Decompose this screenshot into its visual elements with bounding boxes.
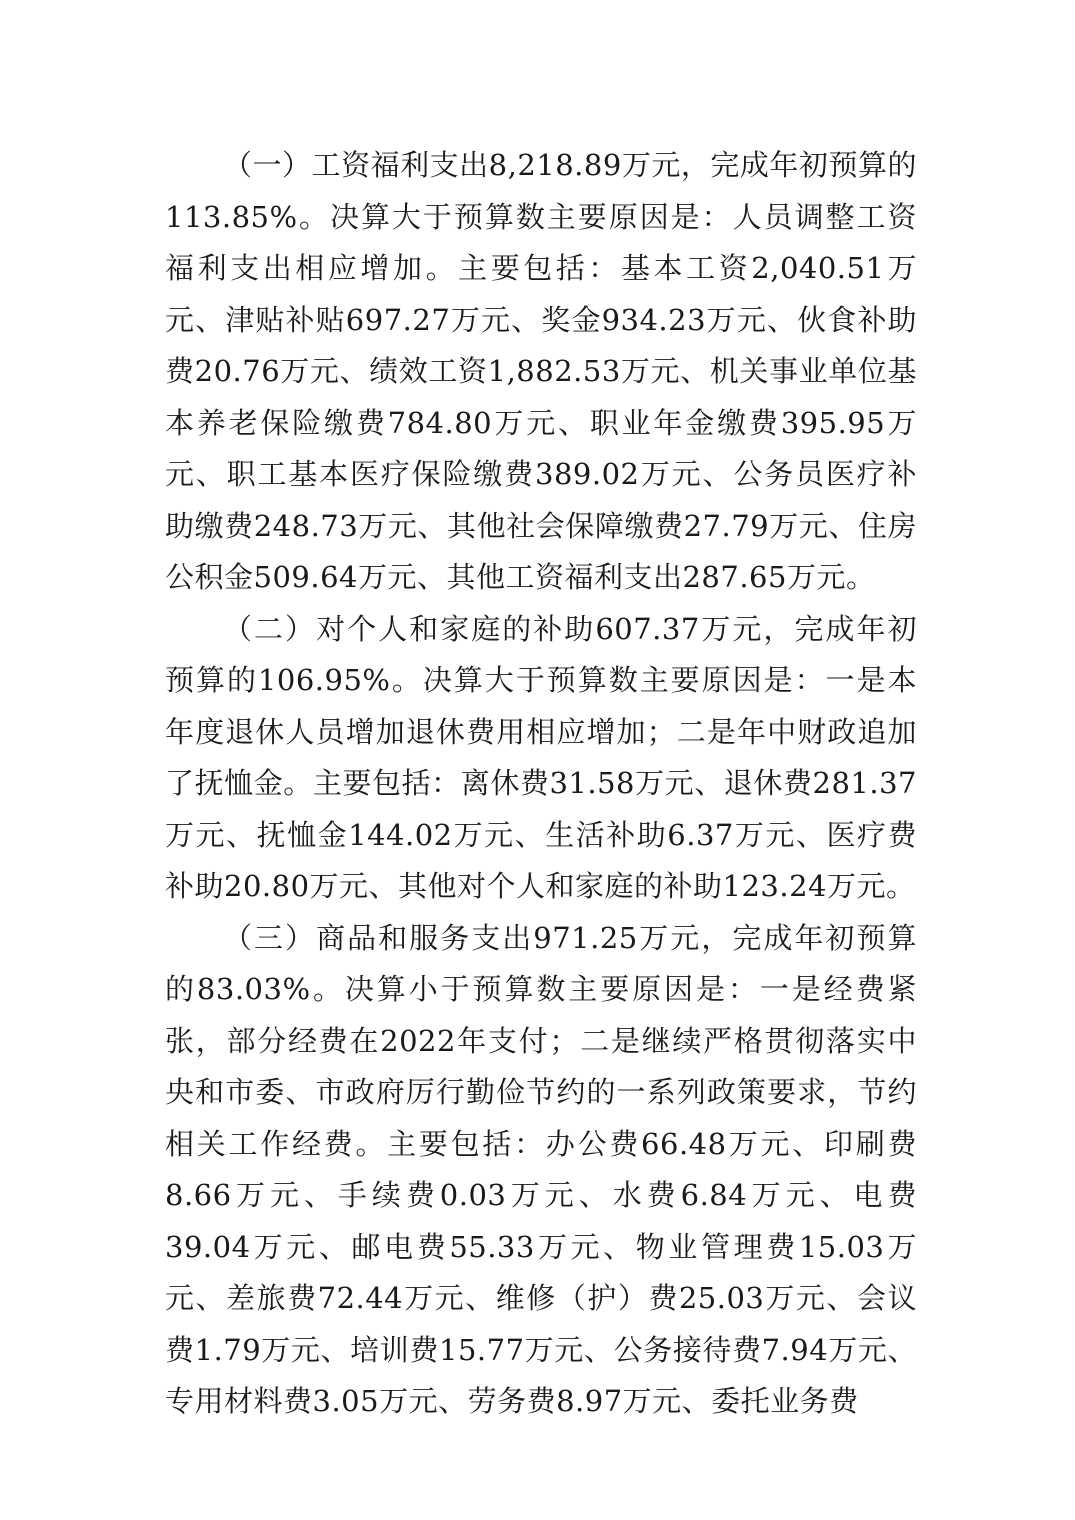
paragraph-personal-family-subsidy: （二）对个人和家庭的补助607.37万元，完成年初预算的106.95%。决算大于预算数主要原因是：一是本年度退休人员增加退休费用相应增加；二是年中财政追加了抚恤金。主要包括：离休费31.58万元、退休费281.37万元、抚恤金144.02万元、生活补助6.37万元、医疗费补助20.80万元、其他对个人和家庭的补助123.24万元。 (165, 611, 917, 903)
paragraph-wages-welfare: （一）工资福利支出8,218.89万元，完成年初预算的113.85%。决算大于预算数主要原因是：人员调整工资福利支出相应增加。主要包括：基本工资2,040.51万元、津贴补贴697.27万元、奖金934.23万元、伙食补助费20.76万元、绩效工资1,882.53万元、机关事业单位基本养老保险缴费784.80万元、职业年金缴费395.95万元、职工基本医疗保险缴费389.02万元、公务员医疗补助缴费248.73万元、其他社会保障缴费27.79万元、住房公积金509.64万元、其他工资福利支出287.65万元。 (165, 148, 917, 594)
paragraph-goods-services: （三）商品和服务支出971.25万元，完成年初预算的83.03%。决算小于预算数主要原因是：一是经费紧张，部分经费在2022年支付；二是继续严格贯彻落实中央和市委、市政府厉行勤俭节约的一系列政策要求，节约相关工作经费。主要包括：办公费66.48万元、印刷费8.66万元、手续费0.03万元、水费6.84万元、电费39.04万元、邮电费55.33万元、物业管理费15.03万元、差旅费72.44万元、维修（护）费25.03万元、会议费1.79万元、培训费15.77万元、公务接待费7.94万元、专用材料费3.05万元、劳务费8.97万元、委托业务费 (165, 920, 917, 1418)
body-text (165, 140, 917, 1428)
